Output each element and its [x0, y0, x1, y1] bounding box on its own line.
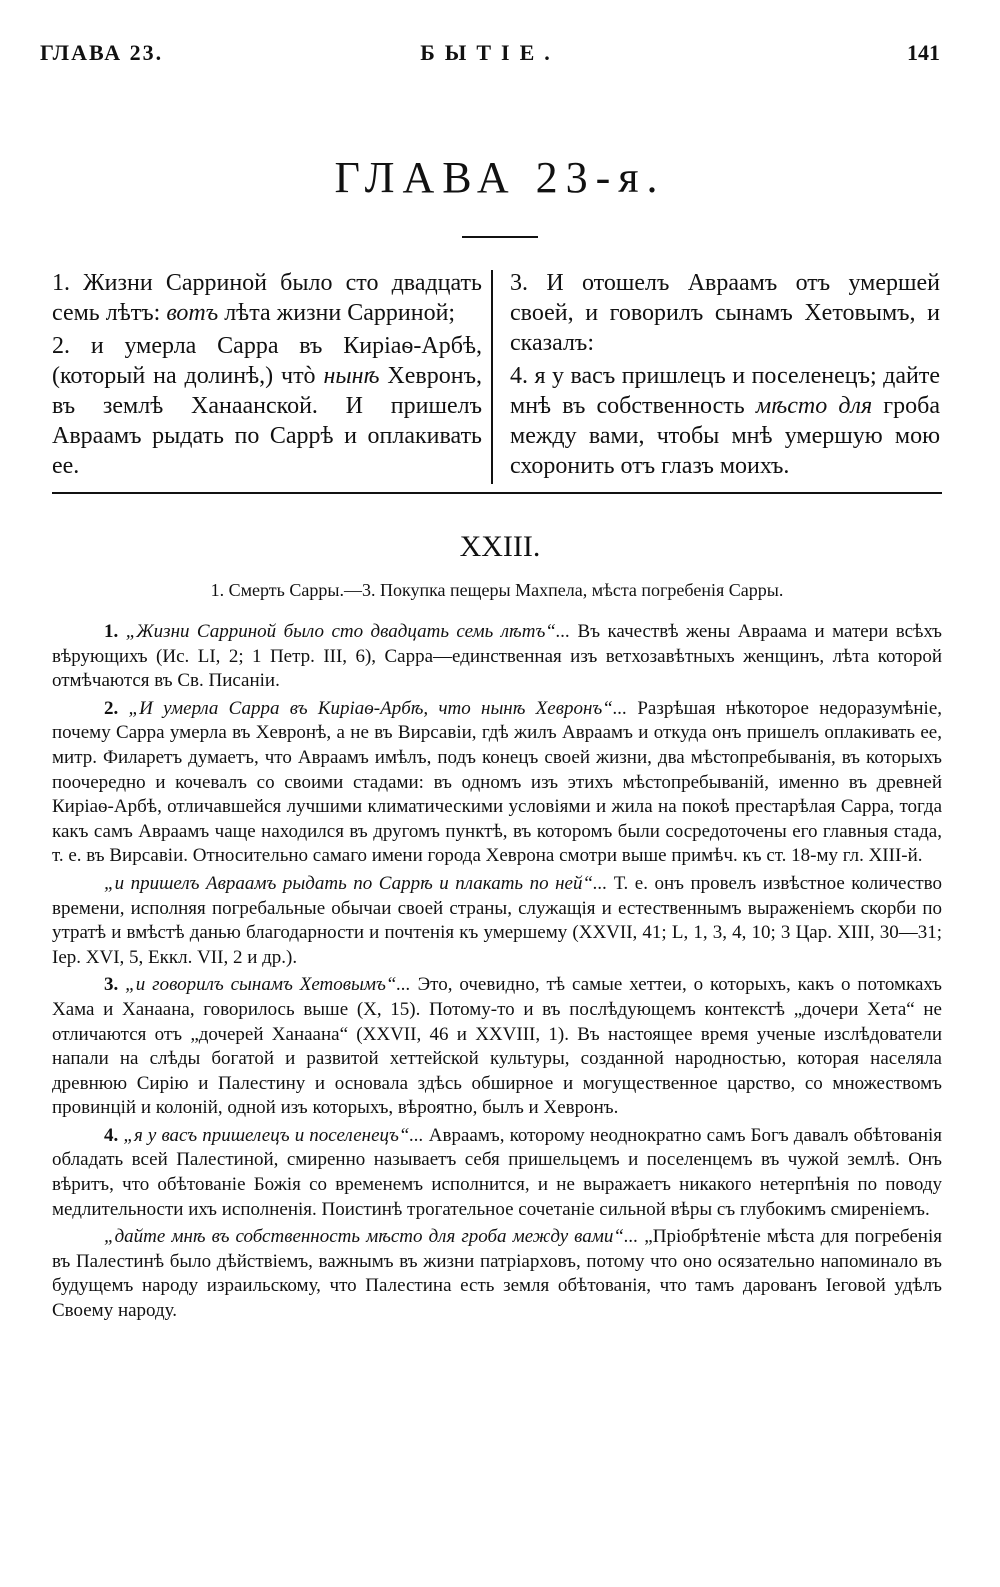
verse-column-right [510, 268, 940, 481]
verse-4: 4. я у васъ пришлецъ и поселенецъ; дайте мнѣ въ собственность мѣсто для гроба между вами, чтобы мнѣ умершую мою схоронить отъ глазъ моихъ. [510, 363, 940, 479]
section-summary: 1. Смерть Сарры.—3. Покупка пещеры Махпела, мѣста погребенія Сарры. [210, 580, 784, 600]
section-number: XXIII. [459, 530, 541, 563]
column-divider [491, 270, 493, 484]
verse-3: 3. И отошелъ Авраамъ отъ умершей своей, и говорилъ сынамъ Хетовымъ, и сказалъ: [510, 270, 940, 356]
commentary-paragraph: „дайте мнѣ въ собственность мѣсто для гроба между вами“... „Пріобрѣтеніе мѣста для погребенія въ Палестинѣ было дѣйствіемъ, важнымъ въ жизни патріарховъ, потому что оно осязательно напоминало въ будущемъ народу израильскому, что Палестина есть земля обѣтованія, что тамъ дарованъ Іеговой удѣлъ Своему народу. [52, 1226, 942, 1322]
chapter-title: ГЛАВА 23-я. [334, 153, 666, 202]
commentary-paragraph: „и пришелъ Авраамъ рыдать по Саррѣ и плакать по ней“... Т. е. онъ провелъ извѣстное количество времени, исполняя погребальные обычаи своей страны, служащія и естественнымъ выраженіемъ скорби по утратѣ и вмѣстѣ данью благодарности и почтенія къ умершему (XXVII, 41; L, 1, 3, 4, 10; 3 Цар. XIII, 30—31; Іер. XVI, 5, Еккл. VII, 2 и др.). [52, 872, 942, 968]
running-header [40, 40, 940, 70]
commentary [52, 620, 942, 1327]
verse-columns [52, 268, 942, 486]
page-number: 141 [907, 40, 940, 65]
verse-column-left [52, 268, 482, 481]
commentary-paragraph: 2. „И умерла Сарра въ Киріаѳ-Арбѣ, что нынѣ Хевронъ“... Разрѣшая нѣкоторое недоразумѣніе, почему Сарра умерла въ Хевронѣ, а не въ Вирсавіи, гдѣ жилъ Авраамъ и откуда онъ пришелъ оплакивать ее, митр. Филаретъ думаетъ, что Авраамъ имѣлъ, подъ конецъ своей жизни, два мѣстопребыванія, въ которыхъ поочередно и кочевалъ со своими стадами: въ одномъ изъ этихъ мѣстопребываній, именно въ древней Киріаѳ-Арбѣ, отличавшейся лучшими климатическими условіями и жила на покоѣ престарѣлая Сарра, тогда какъ самъ Авраамъ чаще находился въ другомъ пунктѣ, въ которомъ были сосредоточены его главныя стада, т. е. въ Вирсавіи. Относительно самаго имени города Хеврона смотри выше примѣч. къ ст. 18-му гл. XIII-й. [52, 697, 943, 867]
verse-1: 1. Жизни Сарриной было сто двадцать семь лѣтъ: вотъ лѣта жизни Сарриной; [52, 270, 482, 326]
section-rule [52, 492, 942, 494]
header-chapter: ГЛАВА 23. [40, 40, 164, 65]
header-book-title: БЫТІЕ. [420, 40, 560, 65]
verse-2: 2. и умерла Сарра въ Киріаѳ-Арбѣ, (который на долинѣ,) чтò нынѣ Хевронъ, въ землѣ Ханаанской. И пришелъ Авраамъ рыдать по Саррѣ и оплакивать ее. [52, 333, 482, 479]
commentary-paragraph: 3. „и говорилъ сынамъ Хетовымъ“... Это, очевидно, тѣ самые хеттеи, о которыхъ, какъ о потомкахъ Хама и Ханаана, говорилось выше (X, 15). Потому-то и въ послѣдующемъ контекстѣ „дочери Хета“ не отличаются отъ „дочерей Ханаана“ (XXVII, 46 и XXVIII, 1). Въ настоящее время ученые изслѣдователи напали на слѣды богатой и развитой хеттейской культуры, созданной народностью, которая населяла древнюю Сирію и Палестину и основала здѣсь обширное и могущественное царство, со множествомъ провинцій и колоній, одной изъ которыхъ, вѣроятно, былъ и Хевронъ. [52, 974, 942, 1119]
commentary-paragraph: 4. „я у васъ пришелецъ и поселенецъ“... Авраамъ, которому неоднократно самъ Богъ давалъ обѣтованія обладать всей Палестиной, смиренно называетъ себя пришельцемъ и поселенцемъ въ чужой землѣ. Онъ вѣритъ, что обѣтованіе Божія со временемъ исполнится, и не выражаетъ никакого нетерпѣнія по поводу медлительности ихъ исполненія. Поистинѣ трогательное сочетаніе сильной вѣры съ глубокимъ смиреніемъ. [52, 1124, 942, 1220]
commentary-paragraph: 1. „Жизни Сарриной было сто двадцать семь лѣтъ“... Въ качествѣ жены Авраама и матери всѣхъ вѣрующихъ (Ис. LI, 2; 1 Петр. III, 6), Сарра—единственная изъ ветхозавѣтныхъ женщинъ, лѣта которой отмѣчаются въ Св. Писаніи. [52, 621, 942, 692]
title-rule [462, 236, 538, 238]
